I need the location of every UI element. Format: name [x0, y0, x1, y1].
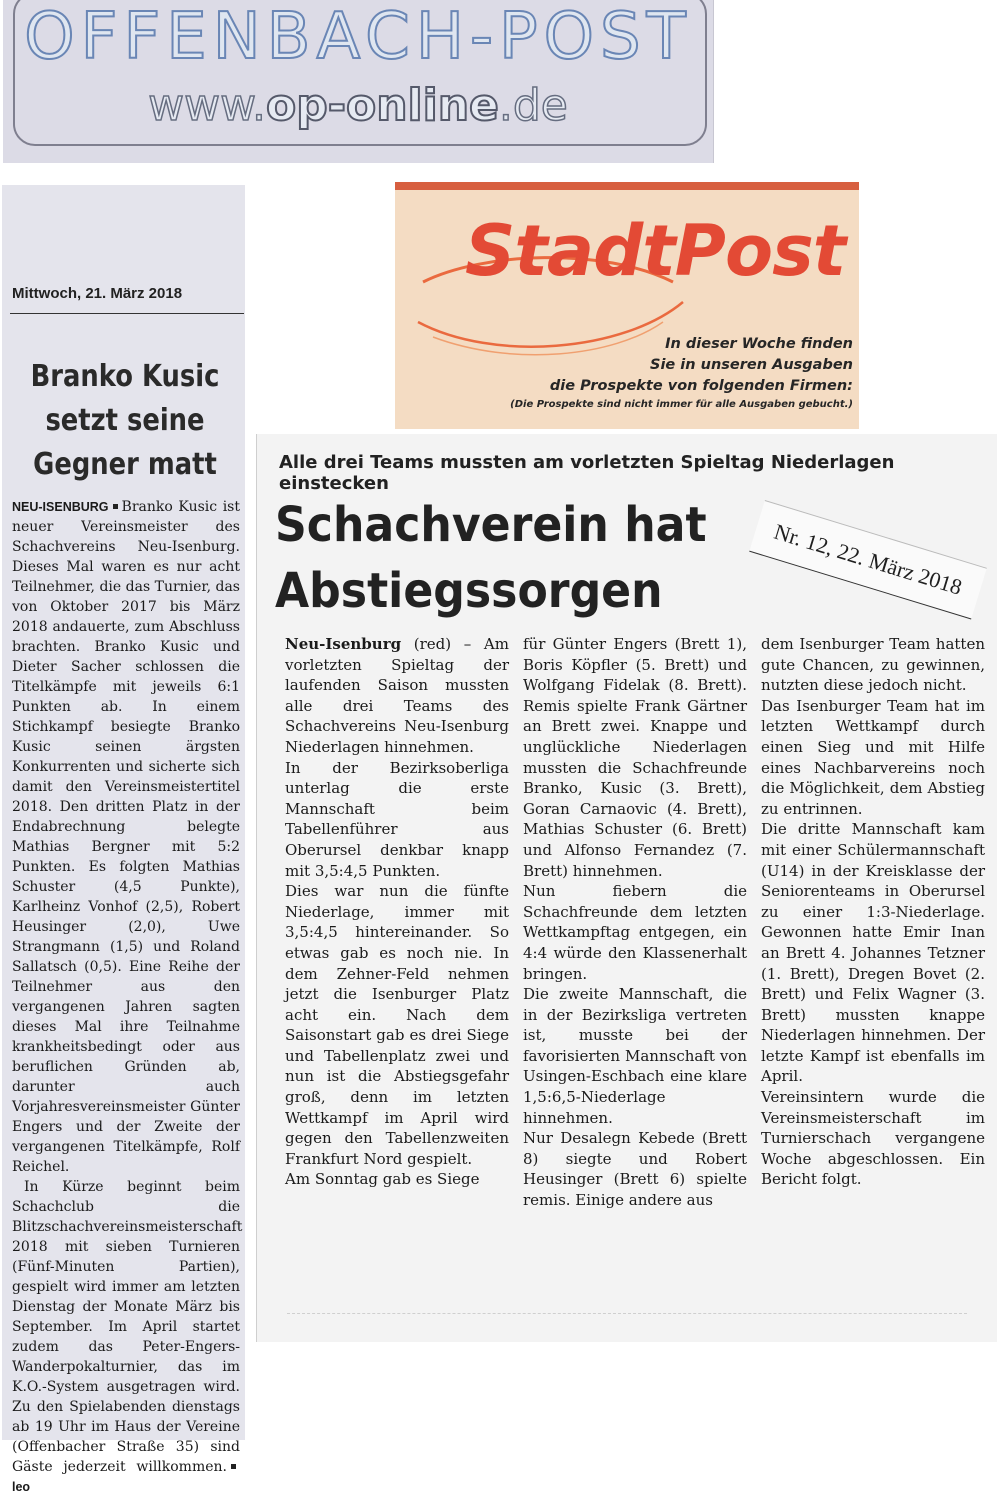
paragraph-text: In Kürze beginnt beim Schachclub die Blitzschachvereinsmeisterschaft 2018 mit sieben Turnieren (Fünf-Minuten Partien), gespielt wird immer am letzten Dienstag der Monate März bis September. Im April startet zudem das Peter-Engers-Wanderpokalturnier, das im K.O.-System ausgetragen wird. Zu den Spielabenden dienstags ab 19 Uhr im Haus der Vereine (Offenbacher Straße 35) sind Gäste jederzeit willkommen. [12, 1179, 243, 1475]
divider [10, 313, 244, 314]
url-prefix: www. [148, 80, 267, 131]
article-paragraph: Die dritte Mannschaft kam mit einer Schülermannschaft (U14) in der Kreisklasse der Seniorenteams in Oberursel zu einer 1:3-Niederlage. Gewonnen hatte Emir Inan an Brett 4. Johannes Tetzner (1. Brett), Dregen Bovet (2. Brett) und Felix Wagner (3. Brett) mussten knappe Niederlagen hinnehmen. Der letzte Kampf ist ebenfalls im April. [761, 820, 985, 1086]
masthead-clipping [3, 0, 714, 163]
left-article-body [12, 497, 243, 1497]
main-article-clipping [256, 434, 997, 1342]
left-article-paragraph [12, 1177, 243, 1497]
notice-line: Sie in unseren Ausgaben [650, 357, 853, 373]
red-bar [395, 182, 859, 190]
newspaper-url [3, 78, 713, 134]
article-paragraph: Die zweite Mannschaft, die in der Bezirksliga vertreten ist, musste bei der favorisierten Mannschaft von Usingen-Eschbach eine klare 1,5:6,5-Niederlage hinnehmen. [523, 985, 747, 1127]
notice-line: In dieser Woche finden [665, 336, 853, 352]
issue-stamp: Nr. 12, 22. März 2018 [749, 500, 987, 619]
left-article-paragraph [12, 497, 240, 1177]
issue-date: Mittwoch, 21. März 2018 [12, 285, 183, 302]
article-paragraph: Vereinsintern wurde die Vereinsmeisterschaft im Turnierschach vergangene Woche abgeschlossen. Ein Bericht folgt. [761, 1088, 985, 1189]
article-column-3 [761, 634, 985, 1211]
bullet-square-icon [113, 504, 118, 509]
article-column-2 [523, 634, 747, 1211]
article-paragraph: Nur Desalegn Kebede (Brett 8) siegte und Robert Heusinger (Brett 6) spielte remis. Einige andere aus [523, 1129, 747, 1210]
bullet-square-icon [231, 1464, 236, 1469]
author-initials: leo [12, 1480, 31, 1494]
article-paragraph: für Günter Engers (Brett 1), Boris Köpfler (5. Brett) und Wolfgang Fidelak (8. Brett). Remis spielte Frank Gärtner an Brett zwei. Knappe und unglückliche Niederlagen mussten die Schachfreunde Branko, Kusic (3. Brett), Goran Carnaovic (4. Brett), Mathias Schuster (6. Brett) und Alfonso Fernandez (7. Brett) hinnehmen. [523, 635, 747, 880]
notice-footnote: (Die Prospekte sind nicht immer für alle Ausgaben gebucht.) [510, 399, 853, 410]
url-suffix: .de [498, 80, 568, 131]
article-paragraph: dem Isenburger Team hatten gute Chancen, zu gewinnen, nutzten diese jedoch nicht. [761, 635, 985, 695]
clipping-edge [287, 1313, 967, 1324]
article-paragraph: Dies war nun die fünfte Niederlage, immer mit 3,5:4,5 hintereinander. So etwas gab es noch nie. In dem Zehner-Feld nehmen jetzt die Isenburger Platz acht ein. Nach dem Saisonstart gab es drei Siege und Tabellenplatz zwei und nun ist die Abstiegsgefahr groß, denn im letzten Wettkampf im April wird gegen den Tabellenzweiten Frankfurt Nord gespielt. [285, 882, 509, 1168]
article-columns [285, 634, 985, 1211]
paragraph-text: Am vorletzten Spieltag der laufenden Saison mussten alle drei Teams des Schachvereins Neu-Isenburg Niederlagen hinnehmen. [285, 635, 509, 756]
left-article-clipping [2, 185, 245, 1494]
article-paragraph [285, 634, 509, 758]
paragraph-text: Branko Kusic ist neuer Vereinsmeister des Schachvereins Neu-Isenburg. Dieses Mal waren es nur acht Teilnehmer, die das Turnier, das von Oktober 2017 bis März 2018 andauerte, zum Abschluss brachten. Branko Kusic und Dieter Sacher schlossen die Titelkämpfe mit jeweils 6:1 Punkten ab. In einem Stichkampf besiegte Branko Kusic seinen ärgsten Konkurrenten und sicherte sich damit den Vereinsmeistertitel 2018. Den dritten Platz in der Endabrechnung belegte Mathias Bergner mit 5:2 Punkten. Es folgten Mathias Schuster (4,5 Punkte), Karlheinz Vonhof (2,5), Robert Heusinger (2,0), Uwe Strangmann (1,5) und Roland Sallatsch (0,5). Eine Reihe der Teilnehmer aus den vergangenen Jahren sagten dieses Mal ihre Teilnahme krankheitsbedingt oder aus beruflichen Gründen ab, darunter auch Vorjahresvereinsmeister Günter Engers und der Zweite der vergangenen Titelkämpfe, Rolf Reichel. [12, 499, 240, 1175]
article-kicker: Alle drei Teams mussten am vorletzten Spieltag Niederlagen einstecken [279, 452, 895, 494]
article-column-1 [285, 634, 509, 1211]
article-paragraph: In der Bezirksoberliga unterlag die erste Mannschaft beim Tabellenführer aus Oberursel denkbar knapp mit 3,5:4,5 Punkten. [285, 758, 509, 880]
article-paragraph: Das Isenburger Team hat im letzten Wettkampf durch einen Sieg und mit Hilfe eines Nachbarvereins noch die Möglichkeit, dem Abstieg zu entrinnen. [761, 696, 985, 818]
notice-line: die Prospekte von folgenden Firmen: [549, 378, 853, 394]
dateline: NEU-ISENBURG [12, 500, 109, 514]
source-tag: (red) – [413, 635, 472, 653]
url-main: op-online [266, 80, 499, 131]
article-paragraph: Nun fiebern die Schachfreunde dem letzten Wettkampftag entgegen, ein 4:4 würde den Klassenerhalt bringen. [523, 882, 747, 983]
stadtpost-notice [423, 334, 853, 413]
stadtpost-logo: StadtPost [465, 210, 846, 292]
article-paragraph: Am Sonntag gab es Siege [285, 1170, 480, 1189]
stadtpost-clipping [395, 182, 859, 429]
dateline: Neu-Isenburg [285, 635, 402, 653]
newspaper-title: OFFENBACH-POST [24, 0, 692, 74]
article-headline: Schachverein hat Abstiegssorgen [275, 497, 707, 619]
left-article-headline: Branko Kusic setzt seine Gegner matt [30, 359, 220, 482]
